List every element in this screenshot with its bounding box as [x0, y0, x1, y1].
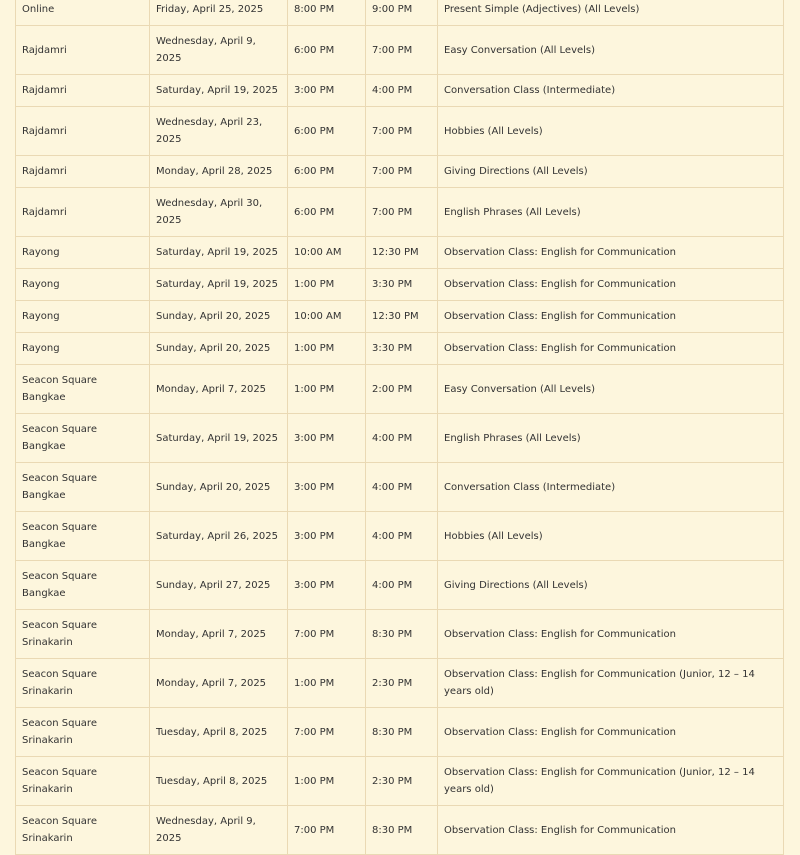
- date-cell: Saturday, April 19, 2025: [150, 414, 288, 463]
- end-time-cell: 7:00 PM: [366, 107, 438, 156]
- end-time-cell: 4:00 PM: [366, 414, 438, 463]
- location-cell: Online: [16, 0, 150, 26]
- start-time-cell: 3:00 PM: [288, 414, 366, 463]
- end-time-cell: 4:00 PM: [366, 463, 438, 512]
- date-cell: Friday, April 25, 2025: [150, 0, 288, 26]
- start-time-cell: 8:00 PM: [288, 0, 366, 26]
- end-time-cell: 7:00 PM: [366, 188, 438, 237]
- schedule-table-container: [15, 0, 783, 855]
- end-time-cell: 8:30 PM: [366, 708, 438, 757]
- start-time-cell: 7:00 PM: [288, 806, 366, 855]
- class-name-cell: Present Simple (Adjectives) (All Levels): [438, 0, 784, 26]
- end-time-cell: 7:00 PM: [366, 26, 438, 75]
- start-time-cell: 1:00 PM: [288, 757, 366, 806]
- date-cell: Wednesday, April 30, 2025: [150, 188, 288, 237]
- location-cell: Seacon Square Bangkae: [16, 365, 150, 414]
- start-time-cell: 3:00 PM: [288, 512, 366, 561]
- location-cell: Rajdamri: [16, 156, 150, 188]
- table-row: [16, 806, 784, 855]
- class-name-cell: Observation Class: English for Communication: [438, 269, 784, 301]
- date-cell: Monday, April 7, 2025: [150, 365, 288, 414]
- table-row: [16, 0, 784, 26]
- class-name-cell: Conversation Class (Intermediate): [438, 75, 784, 107]
- start-time-cell: 3:00 PM: [288, 561, 366, 610]
- location-cell: Seacon Square Srinakarin: [16, 806, 150, 855]
- end-time-cell: 3:30 PM: [366, 333, 438, 365]
- class-name-cell: Conversation Class (Intermediate): [438, 463, 784, 512]
- date-cell: Wednesday, April 9, 2025: [150, 26, 288, 75]
- end-time-cell: 2:30 PM: [366, 659, 438, 708]
- date-cell: Monday, April 7, 2025: [150, 659, 288, 708]
- location-cell: Rajdamri: [16, 26, 150, 75]
- date-cell: Saturday, April 19, 2025: [150, 75, 288, 107]
- end-time-cell: 4:00 PM: [366, 561, 438, 610]
- class-name-cell: Easy Conversation (All Levels): [438, 365, 784, 414]
- date-cell: Sunday, April 20, 2025: [150, 301, 288, 333]
- date-cell: Sunday, April 20, 2025: [150, 333, 288, 365]
- class-name-cell: Hobbies (All Levels): [438, 107, 784, 156]
- table-row: [16, 188, 784, 237]
- end-time-cell: 4:00 PM: [366, 512, 438, 561]
- start-time-cell: 1:00 PM: [288, 333, 366, 365]
- date-cell: Saturday, April 19, 2025: [150, 269, 288, 301]
- table-row: [16, 610, 784, 659]
- date-cell: Saturday, April 26, 2025: [150, 512, 288, 561]
- end-time-cell: 2:30 PM: [366, 757, 438, 806]
- location-cell: Rajdamri: [16, 188, 150, 237]
- table-row: [16, 512, 784, 561]
- table-row: [16, 708, 784, 757]
- start-time-cell: 7:00 PM: [288, 708, 366, 757]
- start-time-cell: 3:00 PM: [288, 463, 366, 512]
- class-name-cell: Observation Class: English for Communication (Junior, 12 – 14 years old): [438, 659, 784, 708]
- end-time-cell: 8:30 PM: [366, 610, 438, 659]
- date-cell: Wednesday, April 23, 2025: [150, 107, 288, 156]
- end-time-cell: 12:30 PM: [366, 237, 438, 269]
- class-name-cell: Observation Class: English for Communication: [438, 610, 784, 659]
- location-cell: Seacon Square Bangkae: [16, 463, 150, 512]
- start-time-cell: 6:00 PM: [288, 107, 366, 156]
- date-cell: Sunday, April 27, 2025: [150, 561, 288, 610]
- location-cell: Rayong: [16, 333, 150, 365]
- table-row: [16, 237, 784, 269]
- start-time-cell: 10:00 AM: [288, 237, 366, 269]
- location-cell: Seacon Square Bangkae: [16, 561, 150, 610]
- end-time-cell: 2:00 PM: [366, 365, 438, 414]
- table-row: [16, 301, 784, 333]
- location-cell: Seacon Square Srinakarin: [16, 757, 150, 806]
- date-cell: Monday, April 7, 2025: [150, 610, 288, 659]
- class-name-cell: Hobbies (All Levels): [438, 512, 784, 561]
- table-row: [16, 757, 784, 806]
- class-schedule-table: [15, 0, 784, 855]
- start-time-cell: 1:00 PM: [288, 365, 366, 414]
- end-time-cell: 8:30 PM: [366, 806, 438, 855]
- class-name-cell: Easy Conversation (All Levels): [438, 26, 784, 75]
- location-cell: Rajdamri: [16, 107, 150, 156]
- class-name-cell: Giving Directions (All Levels): [438, 561, 784, 610]
- class-name-cell: Giving Directions (All Levels): [438, 156, 784, 188]
- date-cell: Sunday, April 20, 2025: [150, 463, 288, 512]
- date-cell: Saturday, April 19, 2025: [150, 237, 288, 269]
- location-cell: Rajdamri: [16, 75, 150, 107]
- class-name-cell: Observation Class: English for Communication (Junior, 12 – 14 years old): [438, 757, 784, 806]
- table-row: [16, 156, 784, 188]
- start-time-cell: 3:00 PM: [288, 75, 366, 107]
- table-row: [16, 561, 784, 610]
- table-row: [16, 333, 784, 365]
- date-cell: Tuesday, April 8, 2025: [150, 757, 288, 806]
- class-name-cell: Observation Class: English for Communication: [438, 333, 784, 365]
- schedule-table-body: [16, 0, 784, 855]
- table-row: [16, 107, 784, 156]
- class-name-cell: Observation Class: English for Communication: [438, 708, 784, 757]
- location-cell: Seacon Square Bangkae: [16, 414, 150, 463]
- start-time-cell: 6:00 PM: [288, 26, 366, 75]
- start-time-cell: 1:00 PM: [288, 269, 366, 301]
- class-name-cell: English Phrases (All Levels): [438, 414, 784, 463]
- table-row: [16, 26, 784, 75]
- class-name-cell: Observation Class: English for Communication: [438, 237, 784, 269]
- table-row: [16, 269, 784, 301]
- location-cell: Rayong: [16, 237, 150, 269]
- table-row: [16, 659, 784, 708]
- end-time-cell: 12:30 PM: [366, 301, 438, 333]
- table-row: [16, 414, 784, 463]
- end-time-cell: 7:00 PM: [366, 156, 438, 188]
- end-time-cell: 9:00 PM: [366, 0, 438, 26]
- location-cell: Rayong: [16, 269, 150, 301]
- table-row: [16, 75, 784, 107]
- end-time-cell: 3:30 PM: [366, 269, 438, 301]
- start-time-cell: 6:00 PM: [288, 156, 366, 188]
- start-time-cell: 7:00 PM: [288, 610, 366, 659]
- location-cell: Seacon Square Srinakarin: [16, 659, 150, 708]
- date-cell: Tuesday, April 8, 2025: [150, 708, 288, 757]
- start-time-cell: 1:00 PM: [288, 659, 366, 708]
- location-cell: Seacon Square Srinakarin: [16, 610, 150, 659]
- start-time-cell: 6:00 PM: [288, 188, 366, 237]
- class-name-cell: Observation Class: English for Communication: [438, 301, 784, 333]
- class-name-cell: English Phrases (All Levels): [438, 188, 784, 237]
- start-time-cell: 10:00 AM: [288, 301, 366, 333]
- date-cell: Wednesday, April 9, 2025: [150, 806, 288, 855]
- location-cell: Seacon Square Srinakarin: [16, 708, 150, 757]
- class-name-cell: Observation Class: English for Communication: [438, 806, 784, 855]
- table-row: [16, 365, 784, 414]
- location-cell: Rayong: [16, 301, 150, 333]
- end-time-cell: 4:00 PM: [366, 75, 438, 107]
- location-cell: Seacon Square Bangkae: [16, 512, 150, 561]
- table-row: [16, 463, 784, 512]
- date-cell: Monday, April 28, 2025: [150, 156, 288, 188]
